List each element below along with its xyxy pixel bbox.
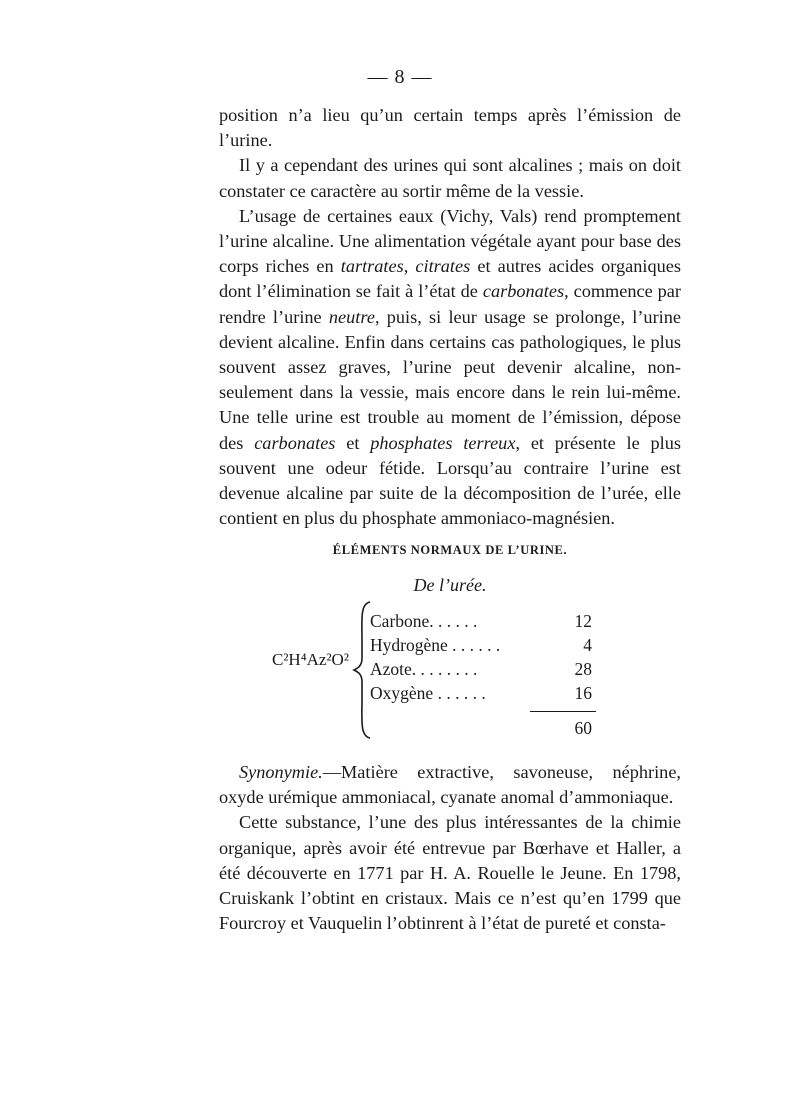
composition-row	[370, 633, 610, 657]
paragraph	[219, 153, 681, 203]
text-run: Cette substance, l’une des plus intéressantes de la chimie organique, après avoir été entrevue par Bœrhave et Haller, a été découverte en 1771 par H. A. Rouelle le Jeune. En 1798, Cruiskank l’obtint en cristaux. Mais ce n’est qu’en 1799 que Fourcroy et Vauquelin l’obtinrent à l’état de pureté et consta-	[219, 812, 681, 934]
section-title: ÉLÉMENTS NORMAUX DE L’URINE.	[332, 543, 568, 557]
italic-term: tartrates	[340, 256, 404, 277]
text-run: ,	[403, 256, 416, 277]
text-run: L’usage de certaines eaux (Vichy, Vals) rend promptement l’urine alcaline. Une alimentation végétale ayant pour base des corps riches en	[219, 205, 681, 277]
composition-element: Hydrogène . . . . . .	[370, 635, 501, 655]
chemical-formula: C²H⁴Az²O²	[272, 650, 349, 669]
composition-element: Azote. . . . . . . .	[370, 659, 478, 679]
paragraph	[219, 760, 681, 810]
paragraph	[219, 810, 681, 936]
sum-divider	[530, 711, 596, 712]
subsection-title: De l’urée.	[413, 575, 487, 595]
composition-element: Oxygène . . . . . .	[370, 683, 486, 703]
body-text-lower	[219, 760, 681, 936]
text-run: , puis, si leur usage se prolonge, l’urine devient alcaline. Enfin dans certains cas pathologiques, le plus souvent assez graves, l’urine peut devenir alcaline, non-seulement dans la vessie, mais encore dans le rein lui-même. Une telle urine est trouble au moment de l’émission, dépose des	[219, 306, 681, 453]
text-run: position n’a lieu qu’un certain temps après l’émission de l’urine.	[219, 105, 681, 151]
body-text-upper	[219, 103, 681, 531]
italic-term: Synonymie.	[239, 762, 323, 782]
text-run: Il y a cependant des urines qui sont alcalines ; mais on doit constater ce caractère au sortir même de la vessie.	[219, 155, 681, 201]
composition-value: 4	[583, 635, 592, 655]
page-number: — 8 —	[367, 66, 433, 88]
composition-element: Carbone. . . . . .	[370, 611, 478, 631]
text-run: et autres acides organiques dont l’élimination se fait à l’état de	[219, 256, 681, 302]
italic-term: neutre	[328, 306, 375, 327]
italic-term: citrates	[415, 256, 471, 277]
text-run: , commence par rendre l’urine	[219, 281, 682, 327]
italic-term: phosphates terreux	[370, 432, 516, 453]
paragraph	[219, 204, 681, 532]
composition-row	[370, 609, 610, 633]
composition-total: 60	[574, 718, 592, 738]
composition-value: 12	[574, 611, 592, 631]
composition-row	[370, 681, 610, 705]
composition-table	[370, 609, 610, 705]
italic-term: carbonates	[254, 432, 336, 453]
text-run: et	[335, 432, 371, 453]
composition-value: 28	[574, 659, 592, 679]
text-run: —Matière extractive, savoneuse, néphrine, oxyde urémique ammoniacal, cyanate anomal d’ammoniaque.	[219, 762, 681, 808]
paragraph	[219, 103, 681, 153]
composition-row	[370, 657, 610, 681]
text-run: , et présente le plus souvent une odeur fétide. Lorsqu’au contraire l’urine est devenue alcaline par suite de la décomposition de l’urée, elle contient en plus du phosphate ammoniaco-magnésien.	[219, 432, 681, 529]
composition-value: 16	[574, 683, 592, 703]
italic-term: carbonates	[482, 281, 565, 302]
